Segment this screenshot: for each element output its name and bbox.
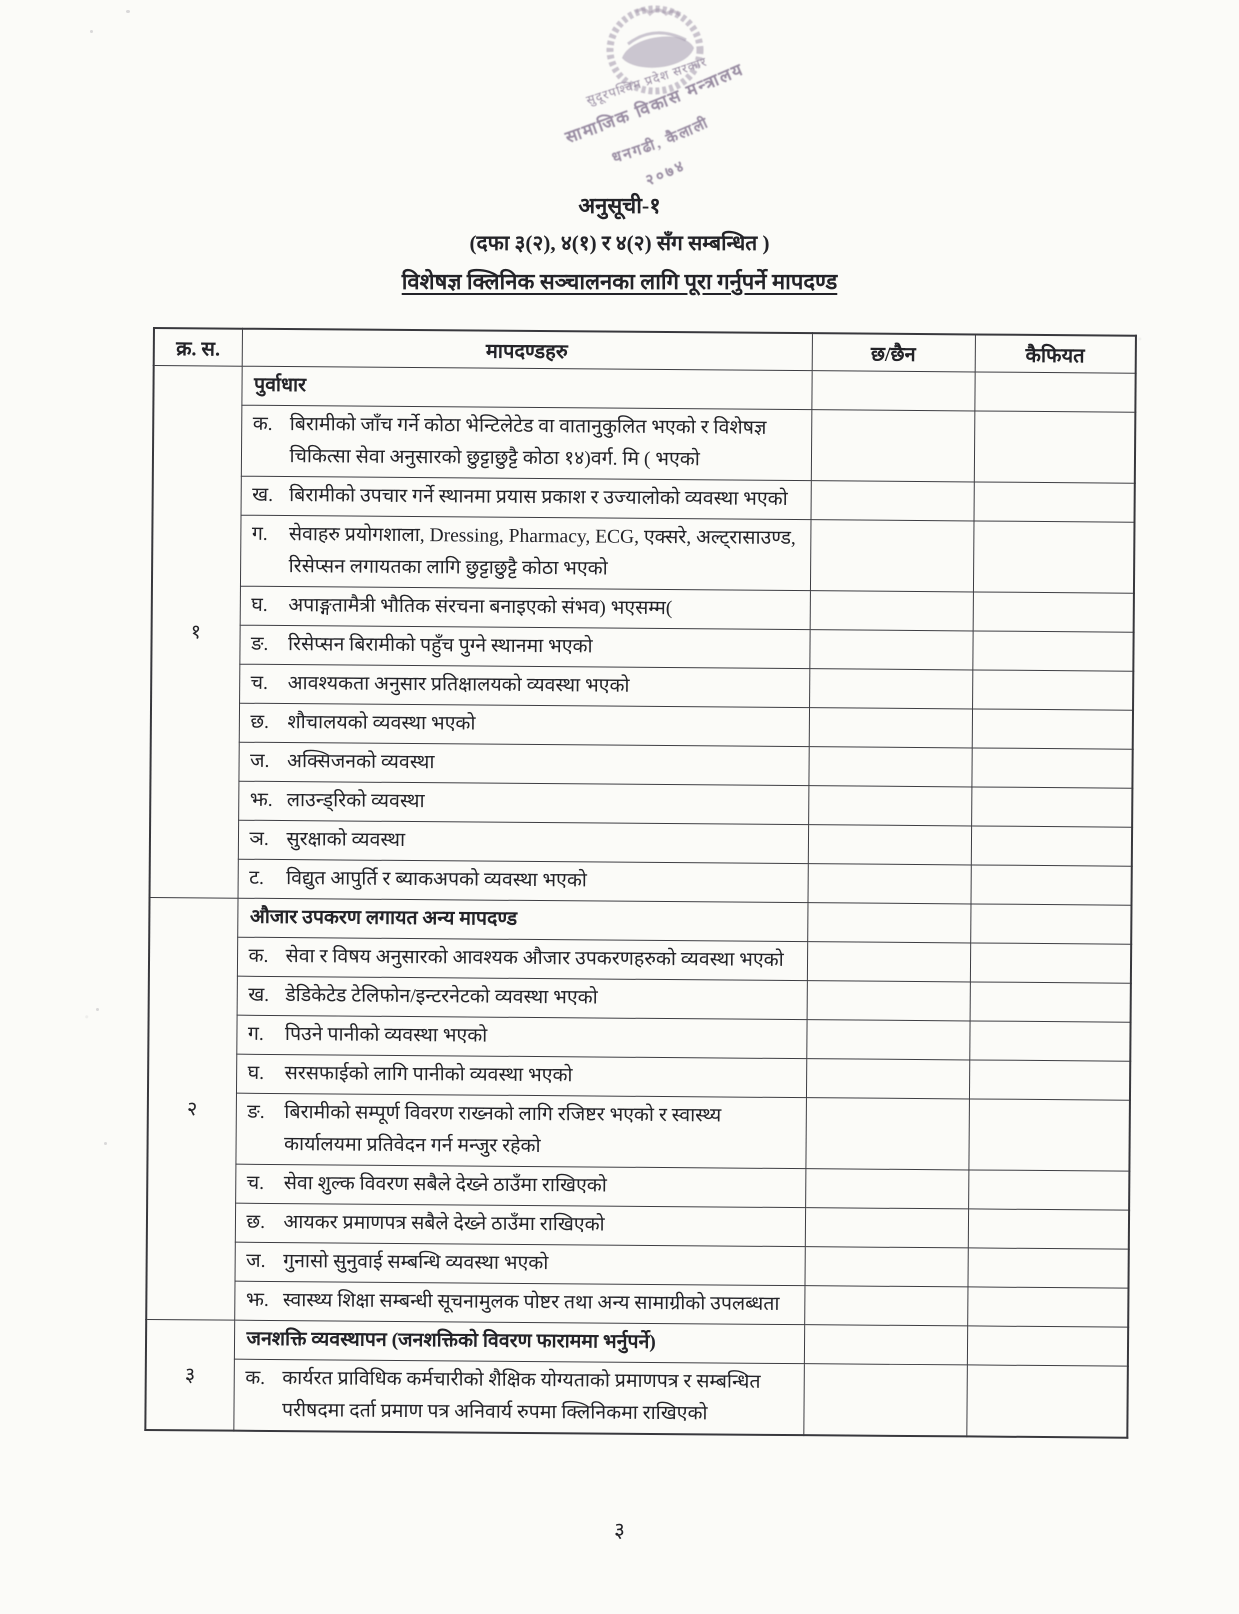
- criteria-item-text: रिसेप्सन बिरामीको पहुँच पुग्ने स्थानमा भएको: [287, 634, 593, 658]
- criteria-cell: [233, 1359, 804, 1435]
- annex-title: अनुसूची-१: [578, 193, 661, 218]
- criteria-row: [145, 1358, 1128, 1437]
- criteria-cell: [241, 405, 812, 480]
- stamp-government-text: सुदूरपश्चिम प्रदेश सरकार: [584, 54, 709, 108]
- criteria-item-label: घ.: [247, 1062, 265, 1084]
- criteria-cell: [240, 586, 810, 629]
- criteria-cell: [238, 781, 808, 824]
- criteria-row: [147, 1092, 1130, 1171]
- remarks-cell: [971, 826, 1132, 866]
- criteria-item-text: अपाङ्गतामैत्री भौतिक संरचना बनाइएको संभव) भएसम्म(: [288, 595, 673, 620]
- status-cell: [810, 591, 973, 631]
- criteria-item-text: सुरक्षाको व्यवस्था: [286, 829, 406, 851]
- status-cell: [806, 1020, 969, 1060]
- remarks-cell: [974, 411, 1136, 483]
- criteria-cell: [239, 703, 809, 746]
- status-cell: [809, 708, 972, 748]
- criteria-item-text: कार्यरत प्राविधिक कर्मचारीको शैक्षिक योग्यताको प्रमाणपत्र र सम्बन्धित परीषदमा दर्ता प्रमाण पत्र अनिवार्य रुपमा क्लिनिकमा राखिएको: [281, 1368, 761, 1425]
- criteria-cell: [236, 1054, 806, 1097]
- criteria-table: [144, 327, 1137, 1439]
- criteria-item-text: गुनासो सुनुवाई सम्बन्धि व्यवस्था भएको: [283, 1251, 549, 1275]
- criteria-item-label: ख.: [252, 484, 274, 506]
- stamp-ministry-text: सामाजिक विकास मन्त्रालय: [562, 59, 747, 148]
- criteria-table-wrap: [144, 327, 1135, 1439]
- criteria-cell: [239, 625, 809, 668]
- remarks-cell: [970, 943, 1131, 983]
- status-cell: [811, 481, 974, 521]
- remarks-cell: [974, 482, 1135, 522]
- remarks-cell: [972, 709, 1133, 749]
- criteria-item-text: पिउने पानीको व्यवस्था भएको: [284, 1024, 488, 1047]
- status-cell: [804, 1247, 967, 1287]
- criteria-row: [152, 515, 1135, 594]
- criteria-item-text: सरसफाईको लागि पानीको व्यवस्था भएको: [284, 1063, 573, 1087]
- criteria-cell: [239, 664, 809, 707]
- criteria-item-label: क.: [252, 413, 273, 435]
- criteria-item-label: ट.: [249, 867, 264, 889]
- section-number-cell: २: [146, 897, 237, 1320]
- header-serial: क्र. स.: [154, 328, 242, 366]
- criteria-item-text: डेडिकेटेड टेलिफोन/इन्टरनेटको व्यवस्था भएको: [285, 985, 598, 1009]
- remarks-cell: [969, 1060, 1130, 1100]
- status-cell: [808, 747, 971, 787]
- criteria-item-label: ख.: [248, 984, 270, 1006]
- remarks-cell: [970, 865, 1131, 905]
- clause-subtitle: (दफा ३(२), ४(१) र ४(२) सँग सम्बन्धित ): [469, 231, 770, 255]
- criteria-item-text: बिरामीको उपचार गर्ने स्थानमा प्रयास प्रकाश र उज्यालोको व्यवस्था भएको: [289, 485, 788, 510]
- remarks-cell: [974, 372, 1135, 412]
- remarks-cell: [967, 1287, 1128, 1327]
- criteria-item-text: बिरामीको जाँच गर्ने कोठा भेन्टिलेटेड वा वातानुकुलित भएको र विशेषज्ञ चिकित्सा सेवा अनुसारको छुट्टाछुट्टै कोठा १४)वर्ग. मि ( भएको: [289, 414, 767, 471]
- status-cell: [810, 520, 974, 592]
- criteria-item-label: झ.: [249, 789, 273, 811]
- criteria-cell: [241, 476, 811, 519]
- criteria-item-label: क.: [245, 1367, 266, 1389]
- remarks-cell: [973, 521, 1135, 593]
- section-title-cell: औजार उपकरण लगायत अन्य मापदण्ड: [237, 898, 807, 941]
- criteria-row: [146, 1280, 1128, 1327]
- remarks-cell: [968, 1170, 1129, 1210]
- status-cell: [805, 1098, 969, 1170]
- criteria-item-text: आवश्यकता अनुसार प्रतिक्षालयको व्यवस्था भएको: [287, 673, 630, 697]
- remarks-cell: [968, 1099, 1130, 1171]
- status-cell: [809, 669, 972, 709]
- criteria-item-text: स्वास्थ्य शिक्षा सम्बन्धी सूचनामुलक पोष्टर तथा अन्य सामाग्रीको उपलब्धता: [282, 1290, 780, 1315]
- criteria-cell: [234, 1281, 804, 1324]
- title-block: [0, 188, 1239, 302]
- criteria-item-label: च.: [246, 1172, 265, 1194]
- criteria-item-label: ङ.: [247, 1101, 265, 1123]
- criteria-item-label: झ.: [245, 1289, 269, 1311]
- ministry-stamp: [548, 0, 784, 198]
- section-title-cell: जनशक्ति व्यवस्थापन (जनशक्तिको विवरण फाराममा भर्नुपर्ने): [234, 1320, 804, 1363]
- status-cell: [807, 942, 970, 982]
- criteria-item-text: लाउन्ड्रिको व्यवस्था: [286, 790, 425, 813]
- remarks-cell: [972, 631, 1133, 671]
- page-number: ३: [614, 1518, 625, 1542]
- remarks-cell: [971, 748, 1132, 788]
- criteria-item-label: ज.: [250, 750, 270, 772]
- criteria-cell: [237, 976, 807, 1019]
- criteria-row: [153, 405, 1136, 484]
- section-number-cell: १: [150, 366, 242, 899]
- criteria-cell: [237, 937, 807, 980]
- scan-speck: [96, 1008, 99, 1011]
- main-title: विशेषज्ञ क्लिनिक सञ्चालनका लागि पूरा गर्नुपर्ने मापदण्ड: [401, 269, 838, 294]
- criteria-item-label: छ.: [250, 711, 270, 733]
- header-criteria: मापदण्डहरु: [242, 329, 812, 371]
- criteria-item-label: ग.: [251, 523, 268, 545]
- scan-speck: [90, 30, 93, 33]
- criteria-cell: [235, 1242, 805, 1285]
- criteria-item-label: ञ.: [249, 828, 269, 850]
- criteria-row: [150, 858, 1132, 905]
- status-cell: [807, 903, 970, 943]
- criteria-cell: [235, 1203, 805, 1246]
- criteria-item-label: ज.: [246, 1250, 266, 1272]
- remarks-cell: [970, 982, 1131, 1022]
- criteria-item-label: क.: [248, 945, 269, 967]
- criteria-item-text: बिरामीको सम्पूर्ण विवरण राख्नको लागि रजिष्टर भएको र स्वास्थ्य कार्यालयमा प्रतिवेदन गर्न मन्जुर रहेको: [284, 1102, 722, 1158]
- remarks-cell: [967, 1248, 1128, 1288]
- criteria-item-text: सेवाहरु प्रयोगशाला, Dressing, Pharmacy, ECG, एक्सरे, अल्ट्रासाउण्ड, रिसेप्सन लगायतका लागि छुट्टाछुट्टै कोठा भएको: [288, 524, 796, 580]
- status-cell: [809, 630, 972, 670]
- section-number-cell: ३: [145, 1319, 234, 1430]
- criteria-item-text: शौचालयको व्यवस्था भएको: [287, 712, 476, 735]
- criteria-item-text: आयकर प्रमाणपत्र सबैले देख्ने ठाउँमा राखिएको: [283, 1212, 605, 1236]
- criteria-item-label: ङ.: [250, 633, 269, 655]
- status-cell: [803, 1364, 967, 1437]
- status-cell: [807, 864, 970, 904]
- remarks-cell: [970, 904, 1131, 944]
- criteria-item-label: घ.: [251, 594, 268, 616]
- criteria-item-label: ग.: [247, 1023, 264, 1045]
- remarks-cell: [973, 592, 1134, 632]
- status-cell: [811, 371, 974, 411]
- criteria-cell: [236, 1015, 806, 1058]
- criteria-cell: [235, 1164, 805, 1207]
- remarks-cell: [969, 1021, 1130, 1061]
- remarks-cell: [972, 670, 1133, 710]
- criteria-cell: [235, 1093, 806, 1168]
- criteria-item-text: सेवा शुल्क विवरण सबैले देख्ने ठाउँमा राखिएको: [283, 1173, 607, 1197]
- stamp-graphic: [548, 0, 784, 198]
- criteria-item-text: विद्युत आपुर्ति र ब्याकअपको व्यवस्था भएको: [286, 868, 587, 892]
- status-cell: [807, 981, 970, 1021]
- remarks-cell: [971, 787, 1132, 827]
- criteria-cell: [240, 515, 811, 590]
- stamp-place-text: धनगढी, कैलाली: [610, 114, 713, 167]
- header-remarks: कैफियत: [975, 334, 1136, 373]
- criteria-cell: [238, 859, 808, 902]
- stamp-year-text: २०७४: [643, 157, 690, 190]
- status-cell: [804, 1325, 967, 1365]
- status-cell: [806, 1059, 969, 1099]
- criteria-item-label: च.: [250, 672, 269, 694]
- section-title-cell: पुर्वाधार: [241, 366, 811, 409]
- status-cell: [804, 1286, 967, 1326]
- remarks-cell: [967, 1326, 1128, 1366]
- remarks-cell: [966, 1365, 1128, 1438]
- criteria-item-label: छ.: [246, 1211, 266, 1233]
- criteria-item-text: सेवा र विषय अनुसारको आवश्यक औजार उपकरणहरुको व्यवस्था भएको: [285, 946, 784, 971]
- scan-speck: [126, 10, 130, 13]
- scan-speck: [104, 1142, 107, 1145]
- criteria-cell: [238, 742, 808, 785]
- status-cell: [811, 410, 975, 482]
- criteria-cell: [238, 820, 808, 863]
- status-cell: [808, 786, 971, 826]
- status-cell: [805, 1208, 968, 1248]
- header-yes-no: छ/छैन: [812, 333, 975, 372]
- remarks-cell: [968, 1209, 1129, 1249]
- status-cell: [805, 1169, 968, 1209]
- status-cell: [808, 825, 971, 865]
- criteria-item-text: अक्सिजनको व्यवस्था: [287, 751, 435, 774]
